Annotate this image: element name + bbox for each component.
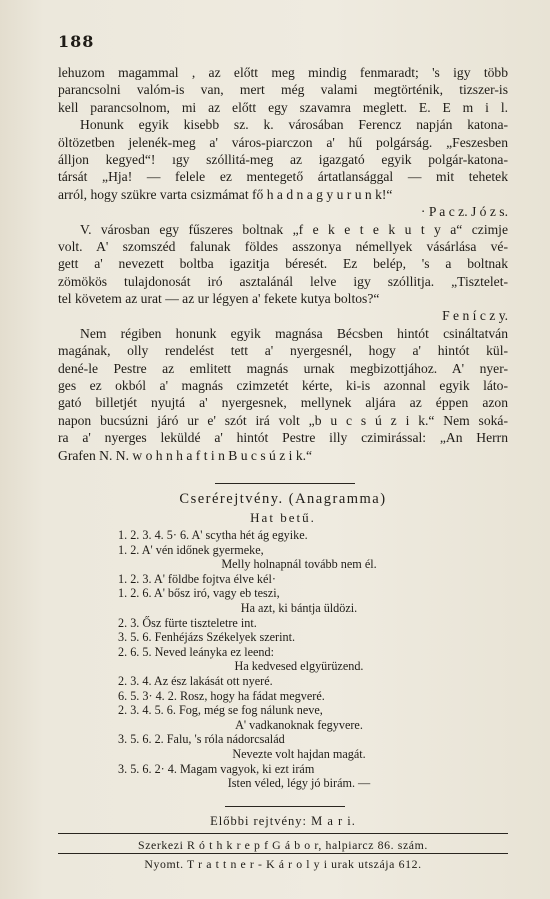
text-line: gató billetjét nyujtá a' nyergesnek, mellynek aljára az éppen azon: [58, 395, 508, 411]
text-line: V. városban egy fűszeres boltnak „f e k e t e k u t y a“ czimje: [80, 221, 508, 237]
previous-puzzle-answer: Előbbi rejtvény: M a r i.: [210, 814, 356, 828]
verse-line: 6. 5. 3· 4. 2. Rosz, hogy ha fádat megveré.: [118, 688, 325, 703]
editor-line: Szerkezi R ó t h k r e p f G á b o r, halpiarcz 86. szám.: [138, 838, 428, 852]
text-line: dené-le Pestre az emlitett magnás urnak megbizottjához. A' nyer-: [58, 360, 508, 376]
text-line: tel követem az urat — az ur légyen a' fekete kutya boltos?“: [58, 291, 380, 307]
text-line: ges ez okból a' magnás czimzetét kérte, ki-is azonnal egyik láto-: [58, 378, 508, 394]
verse-line: Isten véled, légy jó birám. —: [227, 776, 371, 791]
text-line: F e n í c z y.: [442, 308, 508, 324]
text-line: Honunk egyik kisebb sz. k. városában Ferencz napján katona-: [80, 117, 508, 133]
puzzle-subtitle: Hat betű.: [250, 510, 316, 525]
text-line: lehuzom magammal , az előtt meg mindig fenmaradt; 's igy több: [58, 65, 508, 80]
verse-line: 1. 2. A' vén időnek gyermeke,: [118, 542, 264, 557]
page-number: 188: [58, 32, 95, 51]
text-line: Nem régiben honunk egyik magnása Bécsben hintót csináltatván: [80, 325, 508, 341]
verse-line: 3. 5. 6. 2· 4. Magam vagyok, ki ezt irám: [118, 761, 315, 776]
text-line: ra a' nyerges leküldé a' hintót Pestre illy czimirással: „An Herrn: [58, 430, 508, 446]
verse-line: Ha kedvesed elgyürüzend.: [234, 659, 364, 674]
text-line: álljon kegyed“! ıgy szóllitá-meg az igazgató egyik polgár-katona-: [58, 151, 508, 167]
text-line: gett a' nevezett boltba igazitja béresét. Ez belép, 's a boltnak: [58, 256, 508, 272]
anecdotes-text: [58, 64, 508, 464]
text-line: társát „Hja! — felele ez mentegető ártatlansággal — mit tehetek: [58, 169, 508, 185]
verse-line: A' vadkanoknak fegyvere.: [235, 717, 363, 732]
text-line: napon bucsúzni járó ur e' szót irá volt „b u c s ú z i k.“ Nem soká-: [58, 412, 508, 428]
text-line: Grafen N. N. w o h n h a f t i n B u c s ú z i k.“: [58, 447, 313, 463]
verse-line: 2. 3. 4. Az ész lakását ott nyeré.: [118, 673, 273, 688]
divider-footer: [58, 833, 508, 834]
verse-line: 2. 6. 5. Neved leányka ez leend:: [118, 644, 275, 659]
verse-line: Nevezte volt hajdan magát.: [232, 746, 366, 761]
verse-line: 2. 3. Ősz fürte tiszteletre int.: [118, 615, 257, 630]
divider-printer: [58, 853, 508, 854]
verse-line: 1. 2. 3. A' földbe fojtva élve kél·: [118, 571, 276, 586]
puzzle-title: Cserérejtvény. (Anagramma): [179, 491, 387, 507]
printer-line: Nyomt. T r a t t n e r - K á r o l y i urak utszája 612.: [144, 857, 422, 871]
divider-puzzle-end: [225, 806, 345, 807]
text-line: zömökös tulajdonosát iró asztalánál lelve igy szóllitja. „Tisztelet-: [58, 273, 508, 289]
verse-line: 1. 2. 6. A' bősz iró, vagy eb teszi,: [118, 586, 280, 601]
divider-top: [215, 483, 355, 484]
text-line: magának, olly rendelést tett a' nyergesnél, hogy a' hintót kül-: [58, 343, 508, 359]
text-line: parancsolni valóm-is van, mert még valami megtörténik, tizszer-is: [58, 82, 508, 98]
text-line: · P a c z. J ó z s.: [420, 204, 508, 220]
text-line: volt. A' szomszéd falunak földes asszonya némellyek vásárlása vé-: [58, 238, 508, 254]
text-line: kell parancsolnom, mi az előtt egy szavamra meglett. E. E m i l.: [58, 99, 508, 115]
verse-line: 3. 5. 6. 2. Falu, 's róla nádorcsalád: [118, 732, 285, 747]
verse-line: 3. 5. 6. Fenhéjázs Székelyek szerint.: [118, 630, 296, 645]
verse-line: 1. 2. 3. 4. 5· 6. A' scytha hét ág egyike.: [118, 528, 308, 542]
puzzle-verses: [118, 528, 458, 791]
text-line: arról, hogy szükre varta csizmámat fő h a d n a g y u r u n k!“: [58, 186, 393, 202]
text-line: öltözetben jelenék-meg a' város-piarczon a' hű polgárság. „Feszesben: [58, 134, 508, 150]
verse-line: 2. 3. 4. 5. 6. Fog, még se fog nálunk neve,: [118, 703, 323, 718]
verse-line: Melly holnapnál tovább nem él.: [221, 557, 377, 572]
verse-line: Ha azt, ki bántja üldözi.: [240, 600, 358, 615]
